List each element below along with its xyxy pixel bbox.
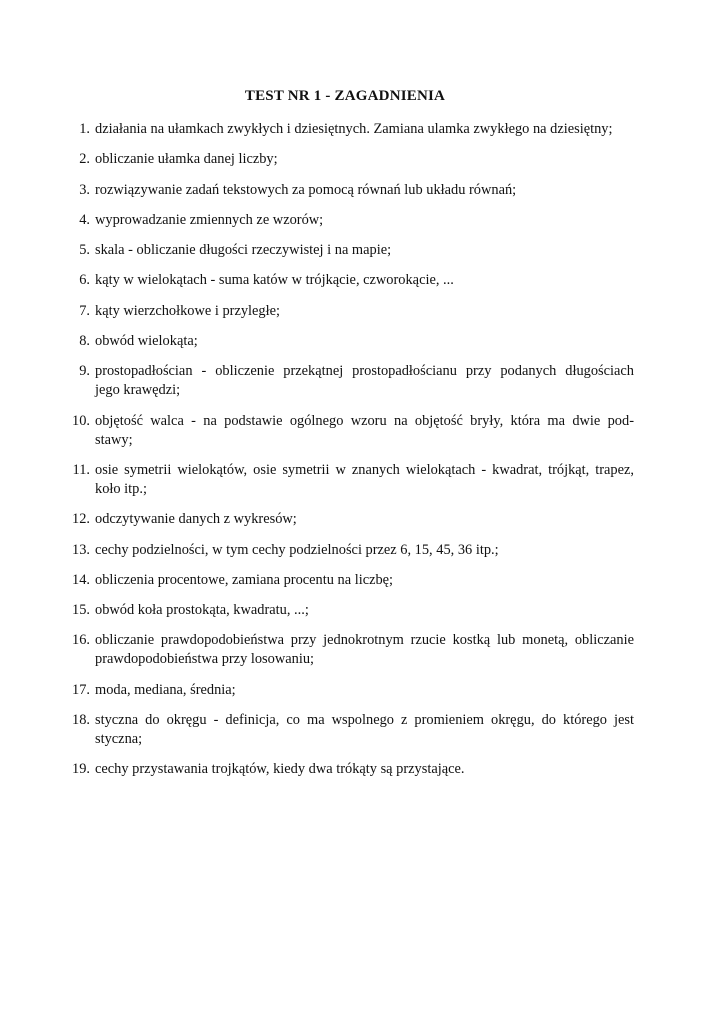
item-number: 15. (72, 602, 90, 619)
item-text-line: wyprowadzanie zmiennych ze wzorów; (95, 211, 324, 228)
topic-list (60, 120, 634, 791)
item-number: 5. (79, 242, 90, 259)
list-item (60, 181, 634, 200)
item-number: 13. (72, 541, 90, 558)
item-number: 9. (79, 363, 90, 380)
item-text (90, 510, 634, 529)
list-item (60, 461, 634, 499)
document-title: TEST NR 1 - ZAGADNIENIA (244, 88, 446, 104)
item-number: 8. (79, 333, 90, 350)
item-text-line: osie symetrii wielokątów, osie symetrii w znanych wielokątach - kwadrat, trójkąt, trapez, (95, 461, 634, 478)
item-number: 4. (79, 211, 90, 228)
list-item (60, 601, 634, 620)
item-text (90, 412, 634, 450)
item-text (90, 571, 634, 590)
item-text (90, 601, 634, 620)
item-text-line: moda, mediana, średnia; (95, 681, 236, 698)
item-number: 16. (72, 632, 90, 649)
item-text (90, 461, 634, 499)
item-text-line: cechy podzielności, w tym cechy podzielności przez 6, 15, 45, 36 itp.; (95, 541, 499, 558)
item-text-line: obwód wielokąta; (95, 333, 198, 350)
item-text-line: kąty w wielokątach - suma katów w trójkącie, czworokącie, ... (95, 272, 454, 289)
item-text-line: obwód koła prostokąta, kwadratu, ...; (95, 602, 309, 619)
list-item (60, 681, 634, 700)
list-item (60, 241, 634, 260)
item-number: 12. (72, 511, 90, 528)
list-item (60, 120, 634, 139)
list-item (60, 711, 634, 749)
item-text-line: cechy przystawania trojkątów, kiedy dwa trókąty są przystające. (95, 761, 465, 778)
item-text (90, 332, 634, 351)
list-item (60, 302, 634, 321)
item-text-line: obliczenia procentowe, zamiana procentu na liczbę; (95, 571, 394, 588)
item-text (90, 631, 634, 669)
item-text-line: prawdopodobieństwa przy losowaniu; (95, 651, 315, 668)
item-text (90, 241, 634, 260)
item-text-line: koło itp.; (95, 480, 147, 497)
item-text (90, 211, 634, 230)
list-item (60, 760, 634, 779)
list-item (60, 571, 634, 590)
list-item (60, 211, 634, 230)
list-item (60, 271, 634, 290)
item-text (90, 150, 634, 169)
item-number: 18. (72, 712, 90, 729)
list-item (60, 362, 634, 400)
item-text-line: stawy; (95, 431, 133, 448)
item-number: 14. (72, 571, 90, 588)
item-number: 3. (79, 181, 90, 198)
item-text-line: odczytywanie danych z wykresów; (95, 511, 297, 528)
item-text-line: jego krawędzi; (95, 382, 181, 399)
item-text-line: prostopadłościan - obliczenie przekątnej prostopadłościanu przy podanych długościach (95, 363, 634, 380)
list-item (60, 541, 634, 560)
item-text (90, 541, 634, 560)
item-number: 6. (79, 272, 90, 289)
item-text (90, 760, 634, 779)
list-item (60, 332, 634, 351)
item-text-line: obliczanie prawdopodobieństwa przy jednokrotnym rzucie kostką lub monetą, obliczanie (95, 632, 634, 649)
item-text-line: skala - obliczanie długości rzeczywistej i na mapie; (95, 242, 392, 259)
item-text (90, 711, 634, 749)
item-text-line: styczna; (95, 731, 143, 748)
item-number: 2. (79, 151, 90, 168)
item-text (90, 271, 634, 290)
item-number: 1. (79, 121, 90, 137)
item-number: 19. (72, 761, 90, 778)
item-text-line: działania na ułamkach zwykłych i dziesiętnych. Zamiana ulamka zwykłego na dziesiętny; (95, 121, 613, 137)
item-text-line: obliczanie ułamka danej liczby; (95, 151, 278, 168)
item-text (90, 362, 634, 400)
item-number: 10. (72, 412, 90, 429)
item-number: 7. (79, 302, 90, 319)
item-text (90, 302, 634, 321)
list-item (60, 510, 634, 529)
list-item (60, 631, 634, 669)
item-text-line: styczna do okręgu - definicja, co ma wspolnego z promieniem okręgu, do którego jest (95, 712, 634, 729)
item-text (90, 181, 634, 200)
item-text (90, 681, 634, 700)
item-text-line: objętość walca - na podstawie ogólnego wzoru na objętość bryły, która ma dwie pod- (95, 412, 634, 429)
item-number: 17. (72, 681, 90, 698)
item-text-line: kąty wierzchołkowe i przyległe; (95, 302, 281, 319)
item-number: 11. (72, 461, 90, 478)
item-text (90, 120, 634, 139)
list-item (60, 412, 634, 450)
list-item (60, 150, 634, 169)
item-text-line: rozwiązywanie zadań tekstowych za pomocą równań lub układu równań; (95, 181, 517, 198)
